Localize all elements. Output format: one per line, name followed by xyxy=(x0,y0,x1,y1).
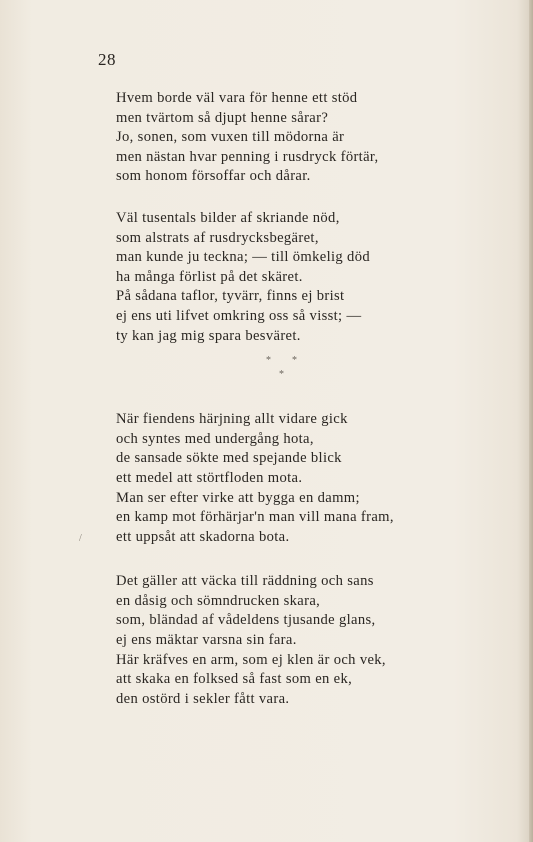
poem-line: men nästan hvar penning i rusdryck förtär, xyxy=(116,148,379,165)
poem-line: en dåsig och sömndrucken skara, xyxy=(116,592,321,609)
poem-line: som honom försoffar och dårar. xyxy=(116,168,311,185)
asterisk-ornament: * xyxy=(266,355,271,367)
poem-line: som alstrats af rusdrycksbegäret, xyxy=(116,229,319,246)
poem-line: den ostörd i sekler fått vara. xyxy=(116,690,290,707)
poem xyxy=(116,89,496,709)
poem-line: ty kan jag mig spara besväret. xyxy=(116,327,301,344)
poem-line: På sådana taflor, tyvärr, finns ej brist xyxy=(116,288,345,305)
stanza-3 xyxy=(116,410,496,547)
margin-mark: / xyxy=(79,533,82,544)
asterisk-ornament: * xyxy=(279,369,284,381)
page-edge xyxy=(529,0,533,842)
poem-line: en kamp mot förhärjar'n man vill mana fram, xyxy=(116,509,394,526)
poem-line: ej ens mäktar varsna sin fara. xyxy=(116,632,297,649)
page-number: 28 xyxy=(98,50,116,69)
poem-line: att skaka en folksed så fast som en ek, xyxy=(116,671,353,688)
stanza-1 xyxy=(116,89,496,187)
section-separator xyxy=(116,352,496,388)
poem-line: ett uppsåt att skadorna bota. xyxy=(116,528,290,545)
poem-line: ha många förlist på det skäret. xyxy=(116,268,303,285)
poem-line: Det gäller att väcka till räddning och sans xyxy=(116,573,374,590)
poem-line: Här kräfves en arm, som ej klen är och vek, xyxy=(116,651,386,668)
poem-line: ett medel att störtfloden mota. xyxy=(116,469,303,486)
poem-line: Man ser efter virke att bygga en damm; xyxy=(116,489,360,506)
poem-line: Väl tusentals bilder af skriande nöd, xyxy=(116,209,340,226)
poem-line: men tvärtom så djupt henne sårar? xyxy=(116,109,329,126)
poem-line: man kunde ju teckna; — till ömkelig död xyxy=(116,249,370,266)
stanza-2 xyxy=(116,209,496,346)
poem-line: de sansade sökte med spejande blick xyxy=(116,450,342,467)
poem-line: ej ens uti lifvet omkring oss så visst; — xyxy=(116,307,362,324)
poem-line: och syntes med undergång hota, xyxy=(116,430,314,447)
poem-line: som, bländad af vådeldens tjusande glans, xyxy=(116,612,376,629)
poem-line: Hvem borde väl vara för henne ett stöd xyxy=(116,90,358,106)
asterisk-ornament: * xyxy=(292,355,297,367)
poem-line: Jo, sonen, som vuxen till mödorna är xyxy=(116,129,345,146)
poem-line: När fiendens härjning allt vidare gick xyxy=(116,411,348,428)
stanza-4 xyxy=(116,572,496,709)
